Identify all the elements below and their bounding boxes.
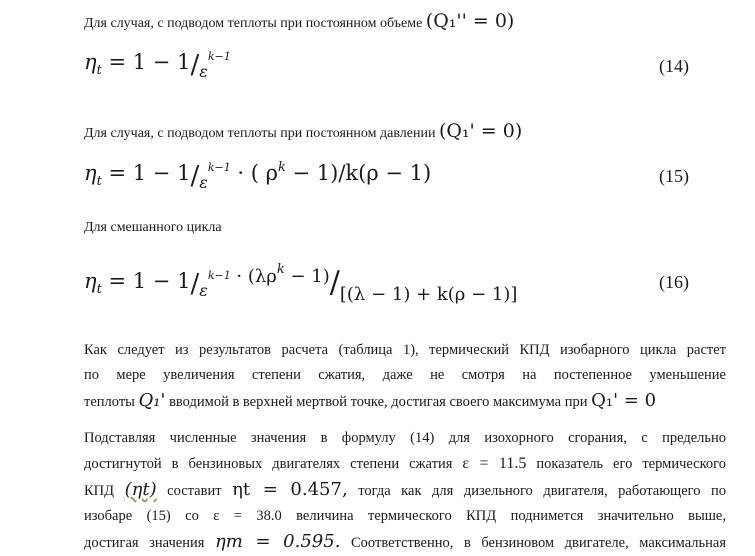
para1-line3-a: теплоты: [84, 394, 135, 410]
case1-label: Для случая, с подводом теплоты при постоянном объеме: [84, 16, 423, 31]
para2-line3: [84, 477, 726, 504]
equation-16: [84, 262, 517, 305]
eq15-tail: · ( ρ: [230, 161, 278, 185]
paragraph-1: [84, 338, 726, 415]
case3-label: Для смешанного цикла: [84, 220, 222, 235]
para2-eta-value: ηt = 0.457,: [232, 479, 348, 500]
eq14-eta: η: [84, 50, 97, 74]
para2-line2: [84, 451, 726, 477]
case1-condition: (Q₁'' = 0): [425, 10, 515, 32]
eq16-den2: [(λ − 1) + k(ρ − 1)]: [339, 284, 518, 305]
para2-line1: Подставляя численные значения в формулу (14) для изохорного сгорания, с предельно: [84, 430, 726, 446]
eq16-den-sup: k−1: [207, 269, 231, 282]
eq15-tail-sup: k: [277, 160, 286, 175]
eq14-number: (14): [659, 56, 689, 76]
para1-line1: Как следует из результатов расчета (таблица 1), термический КПД изобарного цикла растет: [84, 342, 726, 358]
para2-line5-b: Соответственно, в бензиновом двигателе, максимальная: [351, 535, 727, 551]
equation-14: [84, 50, 231, 81]
eq16-rhs: = 1 − 1: [101, 269, 191, 293]
para2-line2-a: достигнутой в бензиновых двигателях степени сжатия: [84, 456, 453, 472]
equation-15: [84, 160, 431, 192]
case2-label-row: [84, 120, 522, 142]
eq16-den: ε: [199, 281, 208, 300]
para1-line2: по мере увеличения степени сжатия, даже не смотря на постепенное уменьшение: [84, 367, 726, 383]
eq14-rhs: = 1 − 1: [101, 50, 191, 74]
para1-q1: Q₁': [138, 390, 166, 411]
eq16-slash: /: [190, 269, 200, 299]
para2-line3-a: КПД: [84, 483, 115, 499]
eq14-slash: /: [190, 50, 200, 80]
eq16-slash2: /: [329, 265, 340, 300]
case2-label: Для случая, с подводом теплоты при постоянном давлении: [84, 126, 436, 141]
eq14-den-sup: k−1: [207, 50, 231, 63]
eq16-eta: η: [84, 269, 97, 293]
eq15-den: ε: [199, 173, 208, 192]
para2-eta: (ηt): [124, 479, 157, 500]
case1-label-row: [84, 10, 514, 32]
para2-line3-b: составит: [167, 483, 222, 499]
eq15-den-sup: k−1: [207, 161, 231, 174]
para1-line3-b: вводимой в верхней мертвой точке, достигая своего максимума при: [169, 394, 588, 410]
eq15-tail2: − 1)/k(ρ − 1): [285, 161, 432, 185]
eq16-eta-sub: t: [96, 282, 102, 297]
para2-line5: [84, 529, 726, 556]
para2-line3-c: тогда как для дизельного двигателя, работающего по: [358, 483, 727, 499]
para1-q1-zero: Q₁' = 0: [591, 390, 657, 411]
eq15-eta: η: [84, 161, 97, 185]
para2-eta-t-value: ηт = 0.595.: [214, 531, 341, 552]
para2-line4: изобаре (15) со ε = 38.0 величина термического КПД поднимется значительно выше,: [84, 508, 726, 524]
para2-epsilon: ε = 11.5: [462, 455, 527, 472]
eq16-num: · (λρ: [230, 266, 277, 287]
eq15-number: (15): [659, 166, 689, 186]
eq14-eta-sub: t: [96, 63, 102, 78]
eq15-eta-sub: t: [96, 174, 102, 189]
para2-line2-b: показатель его термического: [536, 456, 726, 472]
eq16-num-sup: k: [276, 262, 285, 277]
paragraph-2: [84, 426, 726, 556]
case2-condition: (Q₁' = 0): [438, 120, 523, 142]
eq16-num2: − 1): [284, 266, 330, 287]
para1-line3: [84, 388, 726, 415]
eq15-slash: /: [190, 161, 200, 191]
eq16-number: (16): [659, 272, 689, 292]
para2-line5-a: достигая значения: [84, 535, 205, 551]
eq15-rhs: = 1 − 1: [101, 161, 191, 185]
eq14-den: ε: [199, 62, 208, 81]
